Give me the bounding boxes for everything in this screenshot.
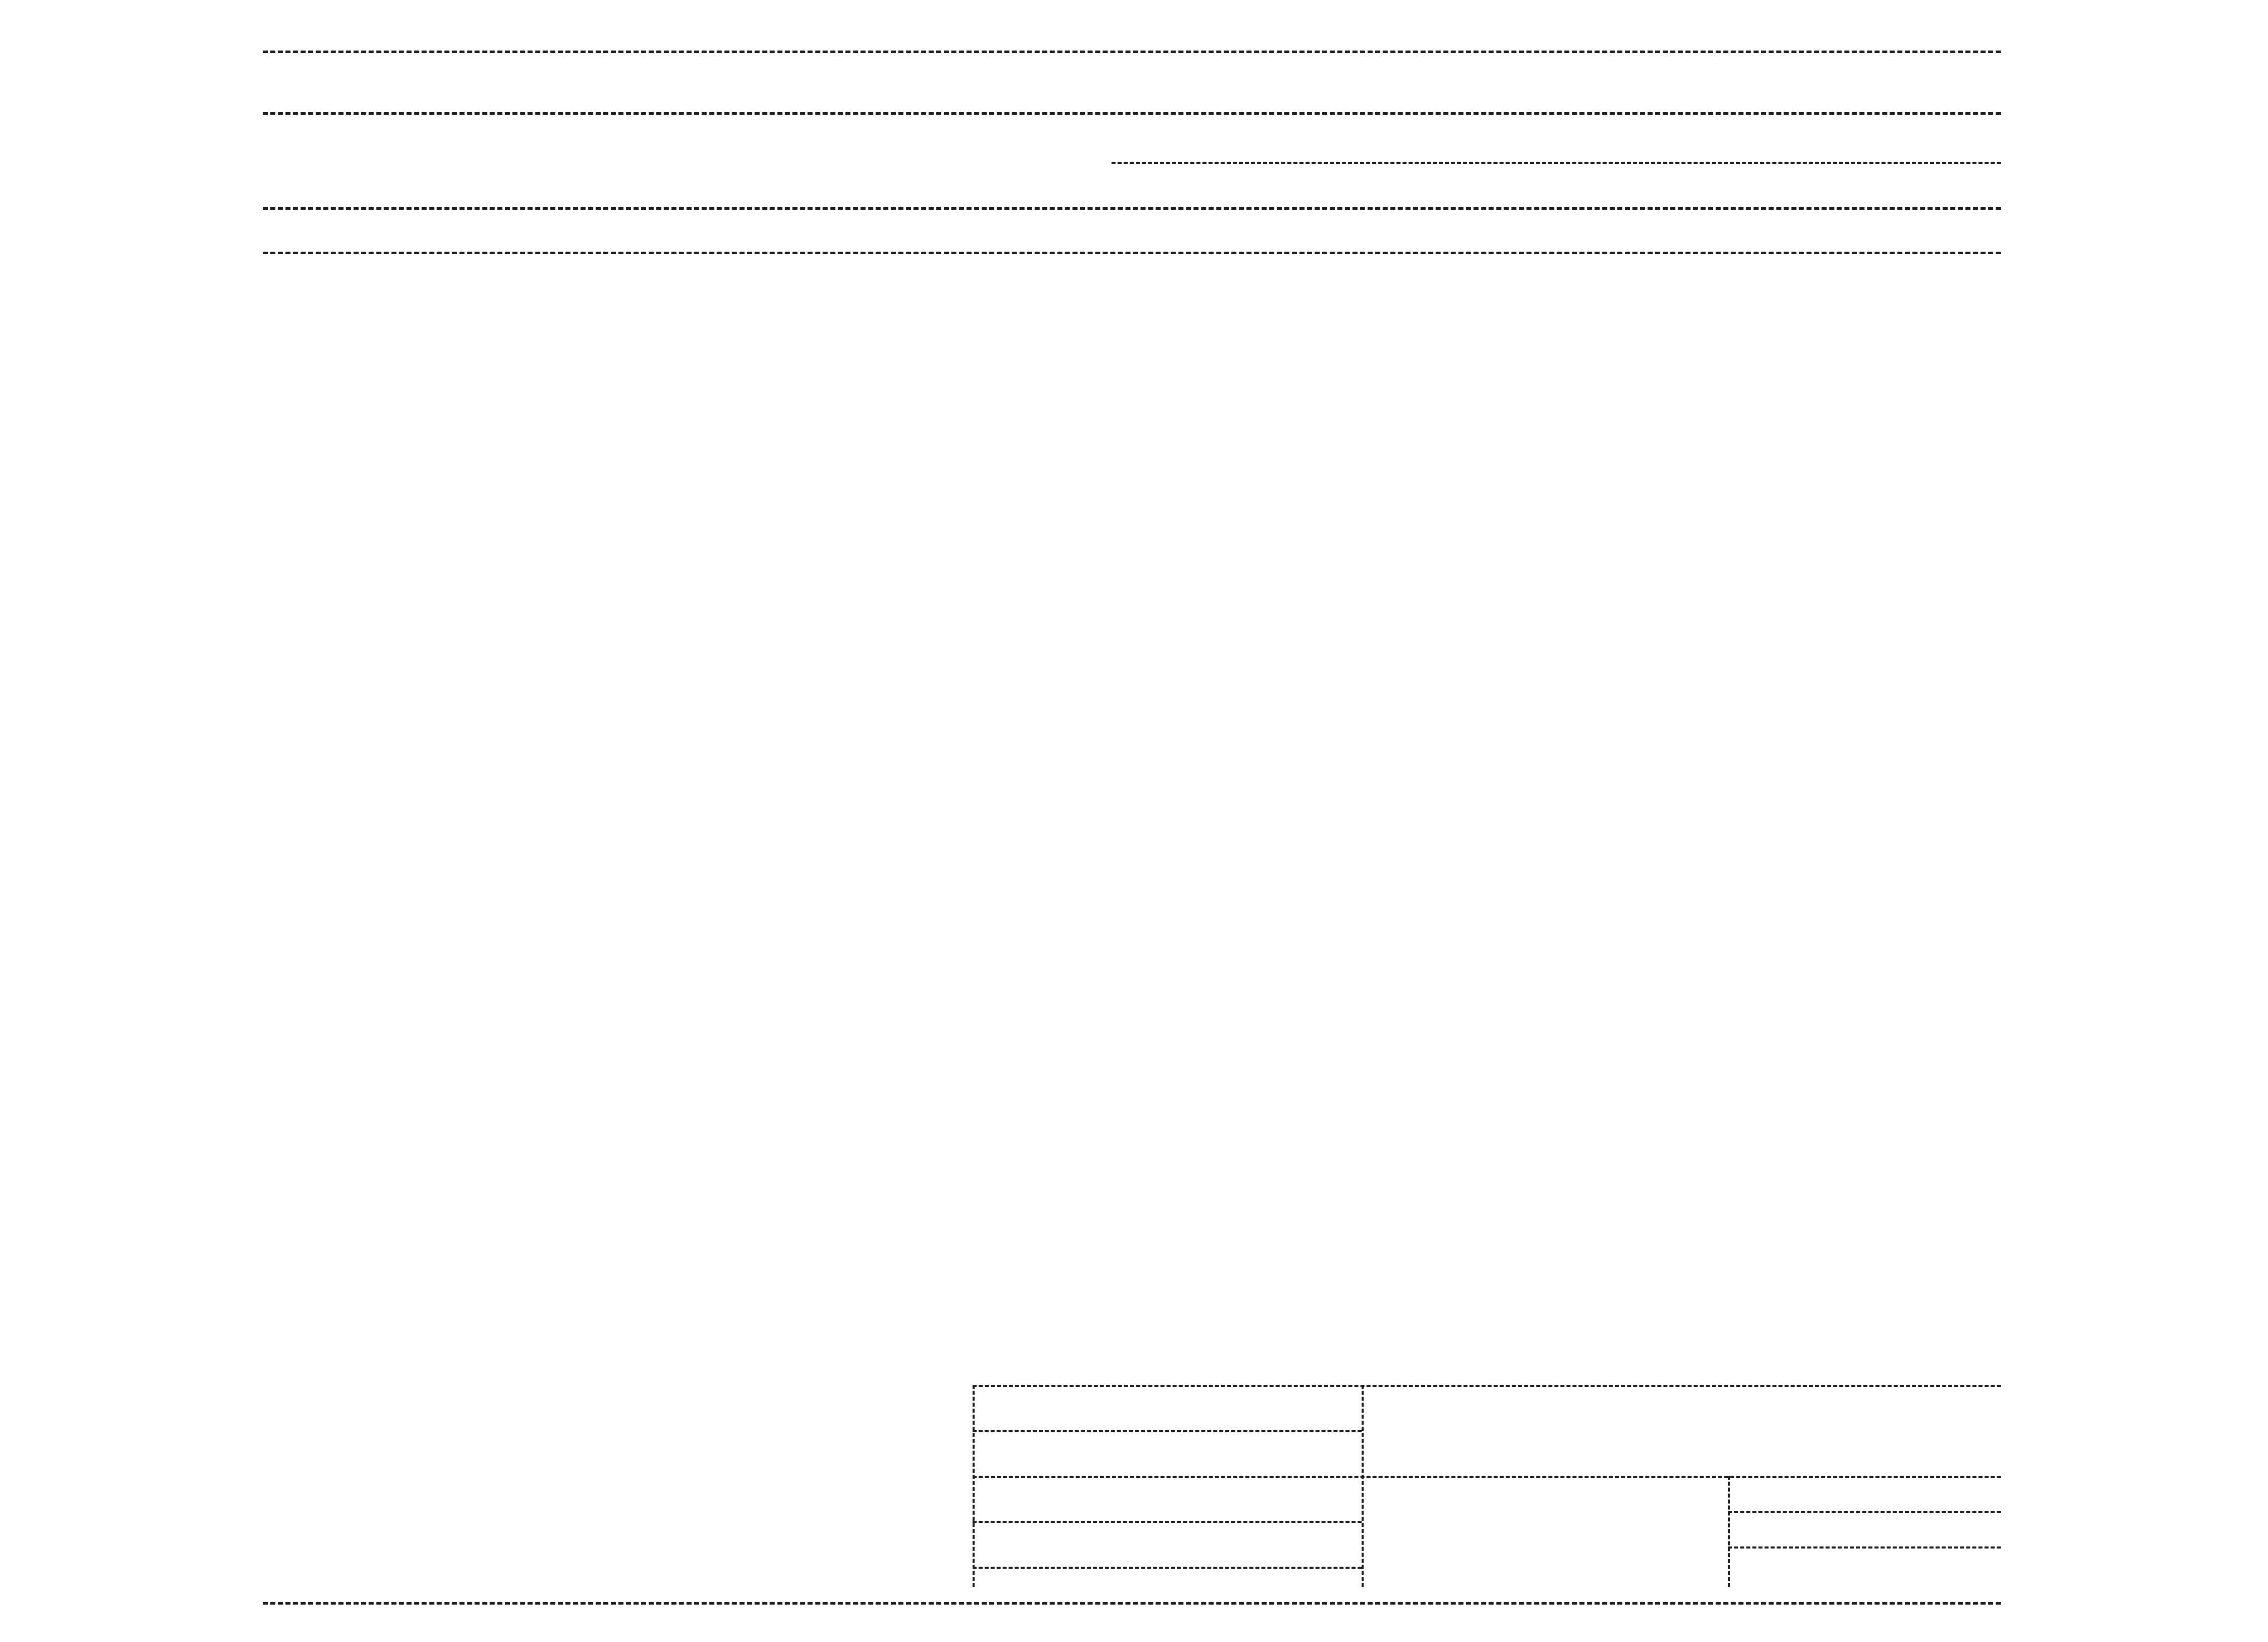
stamp-vline-mid bbox=[1362, 1385, 1364, 1587]
numbers-rule bbox=[263, 252, 2001, 254]
stamp-rule-2 bbox=[973, 1430, 1362, 1432]
stamp-rule-1 bbox=[973, 1385, 2001, 1387]
header-rule bbox=[263, 112, 2001, 115]
top-rule bbox=[263, 51, 2001, 53]
stamp-vline-right bbox=[1728, 1476, 1730, 1587]
stamp-rule-4 bbox=[973, 1521, 1362, 1523]
stamp-rule-6 bbox=[1728, 1511, 2001, 1513]
stamp-vline-left bbox=[973, 1385, 975, 1587]
stamp-rule-3 bbox=[973, 1476, 2001, 1478]
header-subrule bbox=[1112, 162, 2001, 164]
bottom-rule bbox=[263, 1602, 2001, 1605]
stamp-rule-7 bbox=[1728, 1546, 2001, 1549]
header-bottom-rule bbox=[263, 207, 2001, 210]
stamp-rule-5 bbox=[973, 1567, 1362, 1569]
